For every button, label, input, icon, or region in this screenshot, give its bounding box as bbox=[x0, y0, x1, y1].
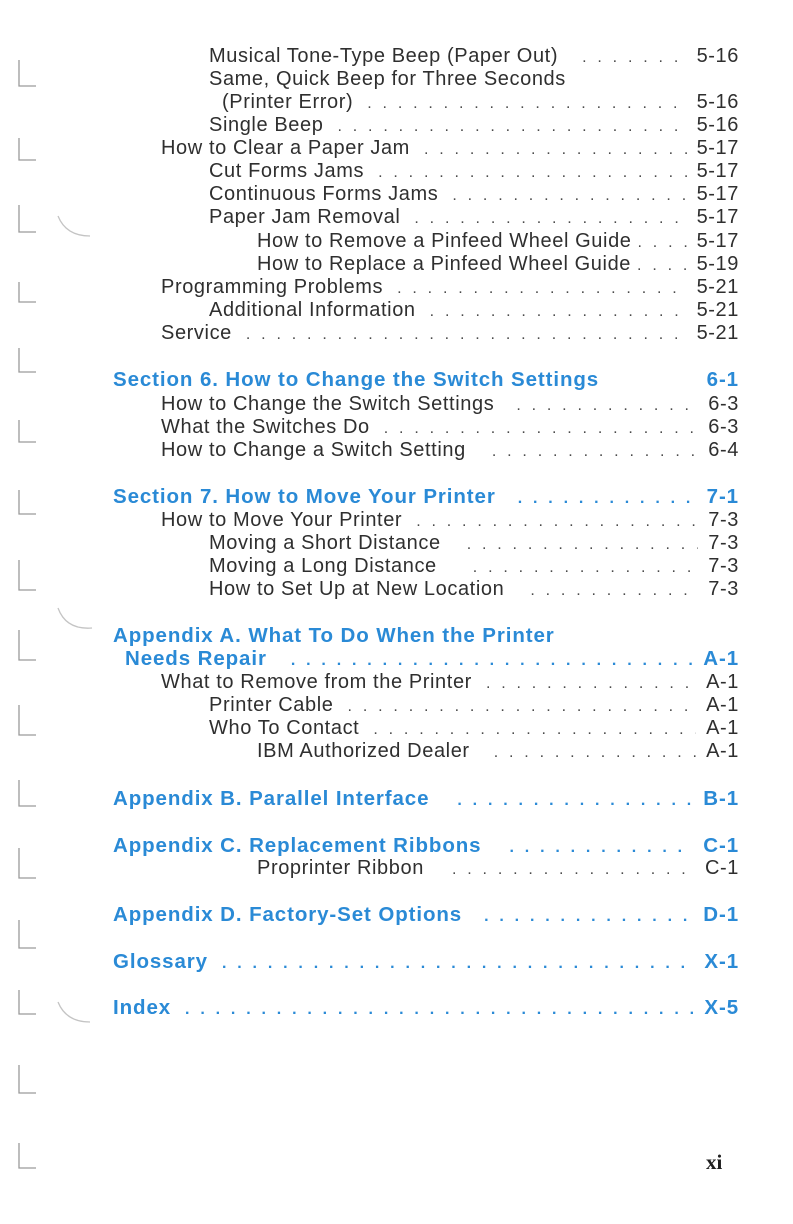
toc-entry-label: How to Replace a Pinfeed Wheel Guide bbox=[257, 253, 632, 275]
dot-leader bbox=[457, 789, 693, 812]
toc-entry-label: What the Switches Do bbox=[161, 416, 370, 438]
toc-entry-label: Cut Forms Jams bbox=[209, 160, 365, 182]
dot-leader bbox=[486, 672, 696, 695]
toc-page-number: 6-1 bbox=[706, 368, 739, 391]
toc-entry-what-to-remove[interactable] bbox=[161, 671, 739, 695]
toc-entry-label: Musical Tone-Type Beep (Paper Out) bbox=[209, 45, 559, 67]
toc-page-number: 6-4 bbox=[708, 439, 739, 461]
toc-entry-label: Same, Quick Beep for Three Seconds bbox=[209, 68, 566, 90]
toc-entry-label: Continuous Forms Jams bbox=[209, 183, 439, 205]
toc-entry-label: What to Remove from the Printer bbox=[161, 671, 472, 693]
toc-page-number: A-1 bbox=[706, 740, 739, 762]
toc-entry-label: How to Set Up at New Location bbox=[209, 578, 505, 600]
toc-entry-label: Paper Jam Removal bbox=[209, 206, 401, 228]
toc-entry-remove-pinfeed-guide[interactable] bbox=[257, 230, 739, 254]
toc-entry-paper-jam-removal[interactable] bbox=[209, 206, 739, 230]
toc-section-label: Appendix B. Parallel Interface bbox=[113, 787, 430, 810]
toc-page-number: 7-1 bbox=[706, 485, 739, 508]
toc-section-7[interactable] bbox=[113, 485, 739, 510]
dot-leader bbox=[530, 579, 698, 602]
dot-leader bbox=[373, 718, 696, 741]
toc-page-number: 6-3 bbox=[708, 416, 739, 438]
toc-entry-label: IBM Authorized Dealer bbox=[257, 740, 470, 762]
toc-entry-printer-cable[interactable] bbox=[209, 694, 739, 718]
toc-page-number: B-1 bbox=[703, 787, 739, 810]
toc-entry-ibm-authorized-dealer[interactable] bbox=[257, 740, 739, 764]
dot-leader bbox=[416, 510, 698, 533]
toc-entry-service[interactable] bbox=[161, 322, 739, 346]
toc-page-number: X-5 bbox=[704, 996, 739, 1019]
dot-leader bbox=[516, 394, 698, 417]
dot-leader bbox=[518, 487, 697, 510]
dot-leader bbox=[430, 300, 687, 323]
toc-entry-label: Moving a Long Distance bbox=[209, 555, 437, 577]
toc-section-label: Glossary bbox=[113, 950, 208, 973]
toc-entry-label: Additional Information bbox=[209, 299, 416, 321]
toc-section-6[interactable] bbox=[113, 368, 739, 393]
toc-entry-label: Service bbox=[161, 322, 232, 344]
dot-leader bbox=[638, 231, 691, 254]
dot-leader bbox=[378, 161, 686, 184]
toc-section-label: Section 6. How to Change the Switch Settings bbox=[113, 368, 600, 391]
dot-leader bbox=[414, 207, 686, 230]
toc-entry-label: Who To Contact bbox=[209, 717, 360, 739]
toc-entry-replace-pinfeed-guide[interactable] bbox=[257, 253, 739, 277]
toc-entry-change-switch-settings[interactable] bbox=[161, 393, 739, 417]
dot-leader bbox=[337, 115, 686, 138]
toc-section-label: Appendix D. Factory-Set Options bbox=[113, 903, 463, 926]
toc-page-number: A-1 bbox=[706, 694, 739, 716]
dot-leader bbox=[452, 184, 686, 207]
toc-entry-moving-short-distance[interactable] bbox=[209, 532, 739, 556]
toc-page-number: 6-3 bbox=[708, 393, 739, 415]
toc-page-number: 5-16 bbox=[696, 45, 739, 67]
toc-page-number: C-1 bbox=[704, 857, 739, 879]
dot-leader bbox=[473, 556, 699, 579]
toc-page-number: 5-16 bbox=[696, 114, 739, 136]
dot-leader bbox=[291, 649, 693, 672]
toc-entry-programming-problems[interactable] bbox=[161, 276, 739, 300]
toc-entry-additional-information[interactable] bbox=[209, 299, 739, 323]
toc-entry-label: Single Beep bbox=[209, 114, 324, 136]
toc-entry-cut-forms-jams[interactable] bbox=[209, 160, 739, 184]
toc-entry-what-switches-do[interactable] bbox=[161, 416, 739, 440]
toc-entry-label: How to Change the Switch Settings bbox=[161, 393, 495, 415]
toc-section-label: Index bbox=[113, 996, 172, 1019]
dot-leader bbox=[494, 741, 696, 764]
toc-entry-musical-tone-beep[interactable] bbox=[209, 45, 739, 69]
toc-page-number: 5-21 bbox=[696, 276, 739, 298]
dot-leader bbox=[246, 323, 687, 346]
toc-entry-label: Printer Cable bbox=[209, 694, 334, 716]
toc-page-number: A-1 bbox=[703, 647, 739, 670]
toc-page-number: 5-17 bbox=[696, 206, 739, 228]
toc-page-number: A-1 bbox=[706, 671, 739, 693]
toc-appendix-a[interactable] bbox=[125, 647, 739, 672]
toc-appendix-b[interactable] bbox=[113, 787, 739, 812]
toc-entry-label: How to Move Your Printer bbox=[161, 509, 403, 531]
dot-leader bbox=[222, 952, 694, 975]
toc-section-label: Needs Repair bbox=[125, 647, 267, 670]
toc-entry-label: How to Remove a Pinfeed Wheel Guide bbox=[257, 230, 632, 252]
toc-entry-move-your-printer[interactable] bbox=[161, 509, 739, 533]
toc-page-number: 5-19 bbox=[696, 253, 739, 275]
page-number-folio: xi bbox=[706, 1150, 723, 1174]
dot-leader bbox=[582, 46, 686, 69]
toc-index[interactable] bbox=[113, 996, 739, 1021]
toc-entry-label: Programming Problems bbox=[161, 276, 384, 298]
toc-section-label: Appendix C. Replacement Ribbons bbox=[113, 834, 482, 857]
toc-section-label: Section 7. How to Move Your Printer bbox=[113, 485, 496, 508]
toc-page-number: 5-21 bbox=[696, 322, 739, 344]
dot-leader bbox=[467, 533, 699, 556]
toc-page-number: 5-21 bbox=[696, 299, 739, 321]
toc-page-number: 5-17 bbox=[696, 183, 739, 205]
toc-page-number: 7-3 bbox=[708, 532, 739, 554]
toc-page-number: 7-3 bbox=[708, 509, 739, 531]
toc-appendix-c[interactable] bbox=[113, 834, 739, 859]
toc-page-number: 5-17 bbox=[696, 160, 739, 182]
dot-leader bbox=[637, 254, 691, 277]
dot-leader bbox=[484, 905, 693, 928]
toc-page-number: X-1 bbox=[704, 950, 739, 973]
toc-entry-label: Proprinter Ribbon bbox=[257, 857, 424, 879]
dot-leader bbox=[397, 277, 686, 300]
dot-leader bbox=[348, 695, 697, 718]
toc-entry-proprinter-ribbon[interactable] bbox=[257, 857, 739, 881]
dot-leader bbox=[452, 858, 695, 881]
toc-entry-single-beep[interactable] bbox=[209, 114, 739, 138]
toc-page-number: 5-16 bbox=[696, 91, 739, 113]
toc-entry-label: (Printer Error) bbox=[222, 91, 354, 113]
toc-entry-change-a-switch-setting[interactable] bbox=[161, 439, 739, 463]
toc-entry-clear-paper-jam[interactable] bbox=[161, 137, 739, 161]
toc-entry-printer-error[interactable] bbox=[222, 91, 739, 115]
toc-section-label: Appendix A. What To Do When the Printer bbox=[113, 624, 555, 647]
dot-leader bbox=[367, 92, 686, 115]
toc-entry-label: How to Clear a Paper Jam bbox=[161, 137, 410, 159]
toc-page-number: C-1 bbox=[703, 834, 739, 857]
toc-page-number: 7-3 bbox=[708, 555, 739, 577]
toc-page-number: A-1 bbox=[706, 717, 739, 739]
toc-entry-label: Moving a Short Distance bbox=[209, 532, 441, 554]
toc-page-number: 5-17 bbox=[696, 137, 739, 159]
toc-entry-moving-long-distance[interactable] bbox=[209, 555, 739, 579]
toc-appendix-a-line1[interactable] bbox=[113, 624, 555, 647]
toc-page-number: D-1 bbox=[703, 903, 739, 926]
toc-page-number: 7-3 bbox=[708, 578, 739, 600]
toc-page-number: 5-17 bbox=[696, 230, 739, 252]
dot-leader bbox=[424, 138, 687, 161]
toc-appendix-d[interactable] bbox=[113, 903, 739, 928]
dot-leader bbox=[185, 998, 694, 1021]
dot-leader bbox=[509, 836, 693, 859]
toc-entry-who-to-contact[interactable] bbox=[209, 717, 739, 741]
toc-entry-quick-beep-line1[interactable] bbox=[209, 68, 566, 91]
dot-leader bbox=[384, 417, 699, 440]
toc-entry-label: How to Change a Switch Setting bbox=[161, 439, 466, 461]
toc-entry-set-up-new-location[interactable] bbox=[209, 578, 739, 602]
toc-entry-continuous-forms-jams[interactable] bbox=[209, 183, 739, 207]
toc-glossary[interactable] bbox=[113, 950, 739, 975]
dot-leader bbox=[492, 440, 698, 463]
